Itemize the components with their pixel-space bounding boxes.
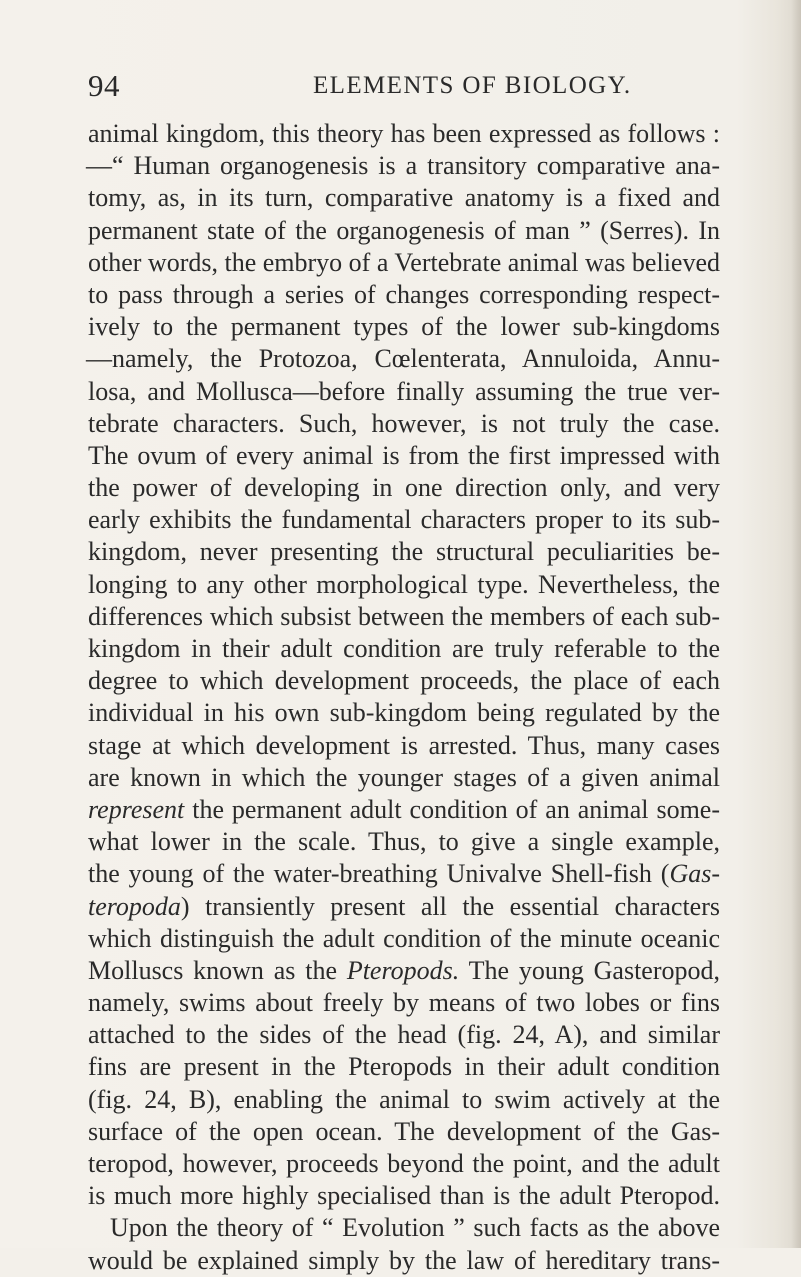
text-line: kingdom, never presenting the structural peculiarities be- [88, 537, 720, 567]
text-run: the young of the water-breathing Univalve Shell-fish ( [88, 859, 670, 889]
text-line: attached to the sides of the head (fig. 24, A), and similar [88, 1020, 720, 1050]
text-line: degree to which development proceeds, the place of each [88, 666, 720, 696]
text-line: Upon the theory of “ Evolution ” such facts as the above [110, 1213, 720, 1243]
text-line: fins are present in the Pteropods in their adult condition [88, 1052, 720, 1082]
text-line: kingdom in their adult condition are truly referable to the [88, 634, 720, 663]
text-line-mixed [88, 955, 720, 987]
text-run: The young Gasteropod, [459, 955, 720, 985]
text-line: to pass through a series of changes corresponding respect- [88, 279, 720, 309]
text-line: permanent state of the organogenesis of man ” (Serres). In [88, 215, 720, 245]
page-edge-shadow [791, 0, 801, 1248]
italic-word: teropoda [88, 891, 181, 921]
text-line: would be explained simply by the law of hereditary trans- [88, 1245, 720, 1275]
text-run: Molluscs known as the [88, 955, 347, 985]
text-run: the permanent adult condition of an animal some- [184, 794, 720, 824]
text-line: The ovum of every animal is from the first impressed with [88, 440, 720, 470]
text-line: namely, swims about freely by means of two lobes or fins [88, 988, 720, 1018]
text-line: is much more highly specialised than is the adult Pteropod. [88, 1181, 720, 1211]
text-line: tomy, as, in its turn, comparative anatomy is a fixed and [88, 183, 720, 213]
page-number: 94 [88, 68, 120, 103]
text-line: early exhibits the fundamental characters proper to its sub- [88, 505, 720, 535]
text-line-mixed [88, 891, 720, 923]
text-line: the power of developing in one direction only, and very [88, 473, 720, 503]
running-head: ELEMENTS OF BIOLOGY. [313, 72, 632, 99]
text-line-mixed [88, 794, 720, 826]
text-line: longing to any other morphological type. Nevertheless, the [88, 569, 720, 599]
italic-word: represent [88, 794, 185, 824]
text-line-mixed [88, 858, 720, 890]
text-line: surface of the open ocean. The development of the Gas- [88, 1116, 720, 1146]
italic-word: Pteropods. [346, 955, 460, 985]
text-line: losa, and Mollusca—before finally assuming the true ver- [88, 376, 720, 406]
text-line: other words, the embryo of a Vertebrate animal was believed [88, 247, 720, 277]
text-line: (fig. 24, B), enabling the animal to swim actively at the [88, 1084, 720, 1114]
text-run: ) transiently present all the essential characters [180, 891, 720, 921]
text-line: differences which subsist between the members of each sub- [88, 601, 720, 631]
text-line: —“ Human organogenesis is a transitory comparative ana- [86, 151, 720, 181]
text-line: —namely, the Protozoa, Cœlenterata, Annuloida, Annu- [86, 344, 720, 374]
text-line: stage at which development is arrested. Thus, many cases [88, 730, 720, 760]
text-line: what lower in the scale. Thus, to give a single example, [88, 827, 720, 857]
body-text [88, 118, 720, 1277]
text-line: individual in his own sub-kingdom being regulated by the [88, 698, 720, 728]
text-line: animal kingdom, this theory has been expressed as follows : [88, 119, 720, 148]
text-line: ively to the permanent types of the lower sub-kingdoms [88, 312, 720, 342]
text-line: teropod, however, proceeds beyond the point, and the adult [88, 1149, 720, 1178]
text-line: tebrate characters. Such, however, is not truly the case. [88, 408, 720, 438]
italic-word: Gas- [669, 859, 720, 889]
page-header [88, 68, 718, 104]
text-line: are known in which the younger stages of a given animal [88, 762, 720, 792]
text-line: which distinguish the adult condition of the minute oceanic [88, 923, 720, 953]
